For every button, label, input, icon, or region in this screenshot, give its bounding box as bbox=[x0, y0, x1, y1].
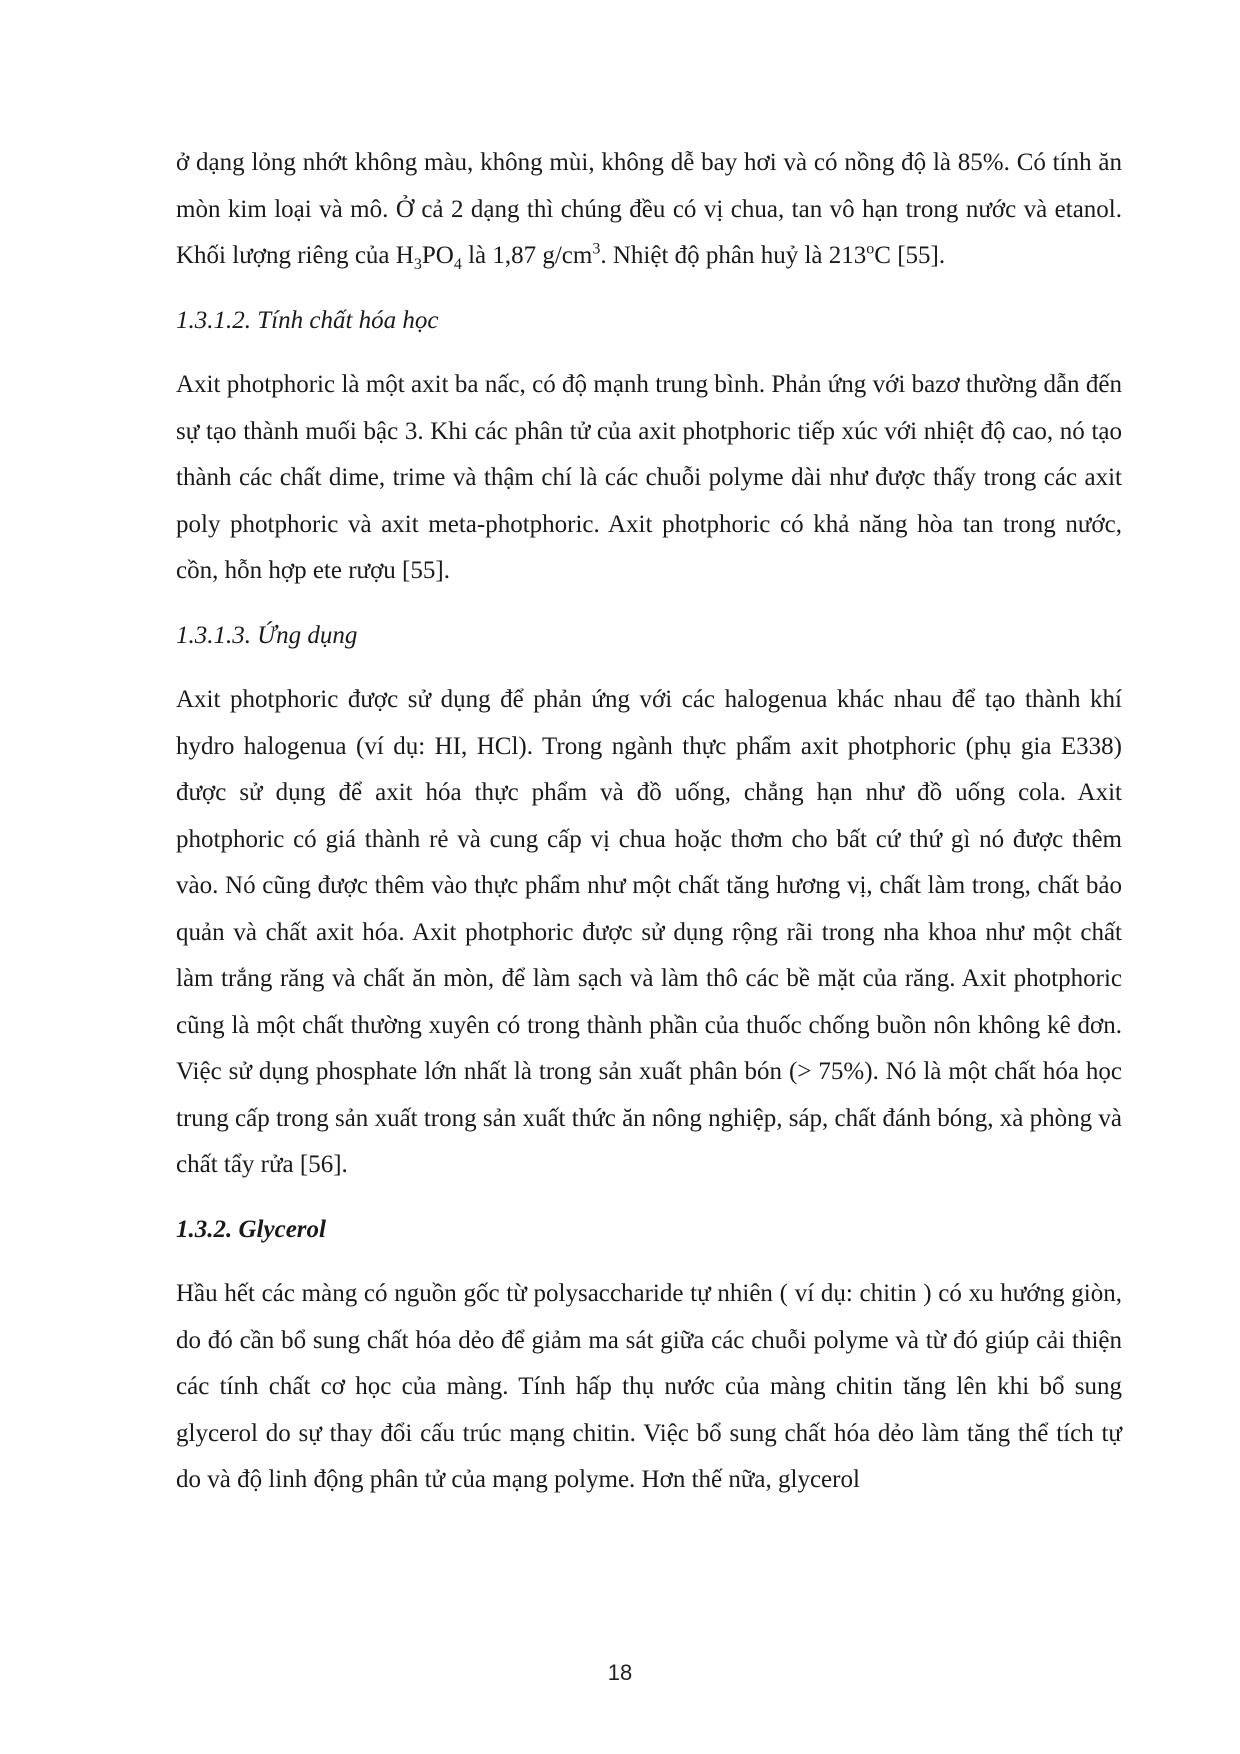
paragraph-properties-continued bbox=[176, 140, 1122, 280]
subscript: 4 bbox=[453, 256, 462, 273]
text-run: là 1,87 g/cm bbox=[461, 242, 593, 269]
text-run: . Nhiệt độ phân huỷ là 213 bbox=[600, 242, 867, 269]
heading-glycerol: 1.3.2. Glycerol bbox=[176, 1215, 326, 1243]
text-run: C [55]. bbox=[874, 242, 946, 269]
superscript: o bbox=[866, 240, 875, 258]
heading-chemical-properties: 1.3.1.2. Tính chất hóa học bbox=[176, 306, 439, 334]
page-number: 18 bbox=[607, 1660, 633, 1685]
paragraph-chemical-properties: Axit photphoric là một axit ba nấc, có độ mạnh trung bình. Phản ứng với bazơ thường dẫn đến sự tạo thành muối bậc 3. Khi các phân tử của axit photphoric tiếp xúc với nhiệt độ cao, nó tạo thành các chất dime, trime và thậm chí là các chuỗi polyme dài như được thấy trong các axit poly photphoric và axit meta-photphoric. Axit photphoric có khả năng hòa tan trong nước, cồn, hỗn hợp ete rượu [55]. bbox=[176, 371, 1122, 584]
text-run: PO bbox=[421, 242, 454, 269]
paragraph-glycerol: Hầu hết các màng có nguồn gốc từ polysaccharide tự nhiên ( ví dụ: chitin ) có xu hướng giòn, do đó cần bổ sung chất hóa dẻo để giảm ma sát giữa các chuỗi polyme và từ đó giúp cải thiện các tính chất cơ học của màng. Tính hấp thụ nước của màng chitin tăng lên khi bổ sung glycerol do sự thay đổi cấu trúc mạng chitin. Việc bổ sung chất hóa dẻo làm tăng thể tích tự do và độ linh động phân tử của mạng polyme. Hơn thế nữa, glycerol bbox=[176, 1280, 1122, 1493]
text-run: ở dạng lỏng nhớt không màu, không mùi, không dễ bay hơi và có nồng độ là 85%. Có tính ăn mòn kim loại và mô. Ở cả 2 dạng thì chúng đều có vị chua, tan vô hạn trong nước và etanol. Khối lượng riêng của H bbox=[176, 149, 1122, 269]
document-page bbox=[176, 140, 1122, 1522]
superscript: 3 bbox=[592, 240, 601, 258]
paragraph-applications: Axit photphoric được sử dụng để phản ứng với các halogenua khác nhau để tạo thành khí hydro halogenua (ví dụ: HI, HCl). Trong ngành thực phẩm axit photphoric (phụ gia E338) được sử dụng để axit hóa thực phẩm và đồ uống, chẳng hạn như đồ uống cola. Axit photphoric có giá thành rẻ và cung cấp vị chua hoặc thơm cho bất cứ thứ gì nó được thêm vào. Nó cũng được thêm vào thực phẩm như một chất tăng hương vị, chất làm trong, chất bảo quản và chất axit hóa. Axit photphoric được sử dụng rộng rãi trong nha khoa như một chất làm trắng răng và chất ăn mòn, để làm sạch và làm thô các bề mặt của răng. Axit photphoric cũng là một chất thường xuyên có trong thành phần của thuốc chống buồn nôn không kê đơn. Việc sử dụng phosphate lớn nhất là trong sản xuất phân bón (> 75%). Nó là một chất hóa học trung cấp trong sản xuất trong sản xuất thức ăn nông nghiệp, sáp, chất đánh bóng, xà phòng và chất tẩy rửa [56]. bbox=[176, 686, 1122, 1178]
subscript: 3 bbox=[413, 256, 422, 273]
heading-applications: 1.3.1.3. Ứng dụng bbox=[176, 621, 358, 649]
